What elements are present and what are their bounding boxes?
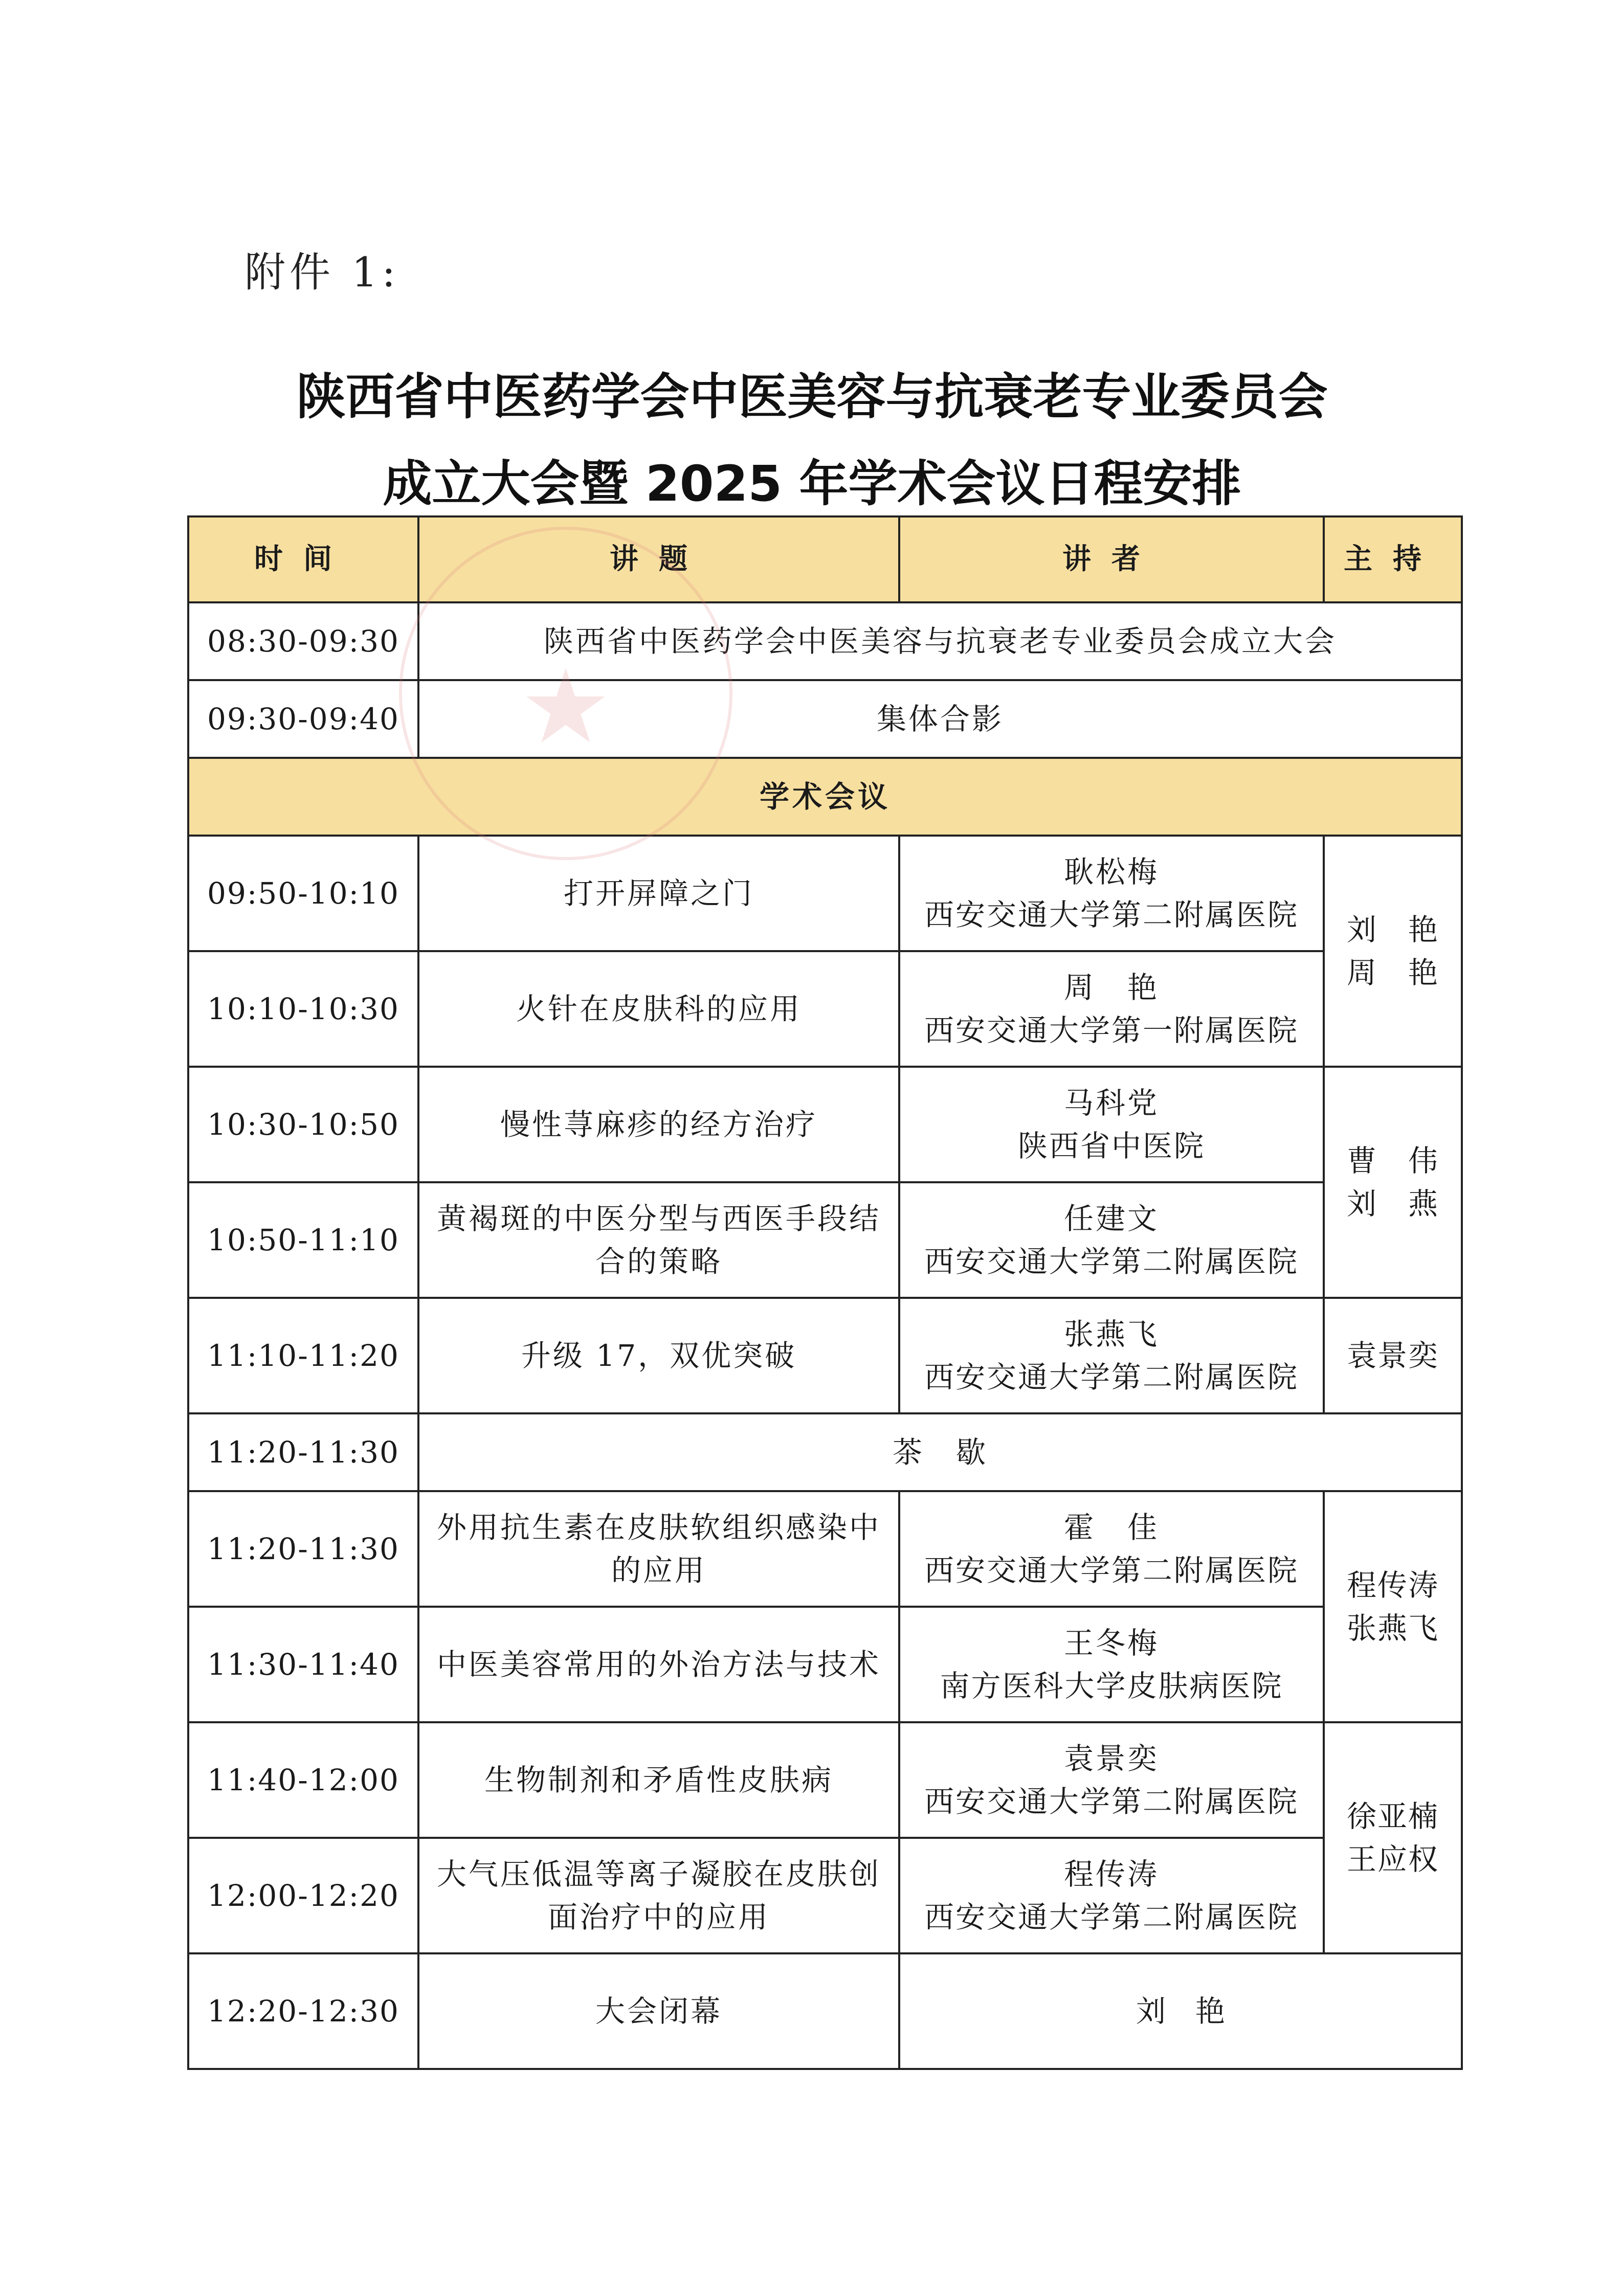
topic-cell: 打开屏障之门: [418, 836, 899, 951]
table-row: [188, 951, 1462, 1067]
speaker-cell: [899, 1491, 1324, 1607]
speaker-organization: 陕西省中医院: [1017, 1129, 1205, 1163]
host-name: 徐亚楠: [1346, 1799, 1439, 1834]
host-cell: [1324, 1491, 1462, 1722]
speaker-cell: [899, 836, 1324, 951]
topic-cell: 火针在皮肤科的应用: [418, 951, 899, 1067]
table-row: [188, 1491, 1462, 1607]
host-name: 张燕飞: [1346, 1611, 1439, 1646]
speaker-organization: 西安交通大学第二附属医院: [924, 1244, 1299, 1279]
host-cell: [1324, 1298, 1462, 1413]
time-cell: 11:20-11:30: [188, 1413, 418, 1491]
group-photo-cell: 集体合影: [418, 680, 1462, 758]
time-cell: 12:00-12:20: [188, 1838, 418, 1953]
speaker-organization: 西安交通大学第二附属医院: [924, 1784, 1299, 1819]
table-row: [188, 836, 1462, 951]
speaker-name: 袁景奕: [1063, 1741, 1159, 1776]
speaker-organization: 西安交通大学第一附属医院: [924, 1013, 1299, 1048]
document-title-line1: 陕西省中医药学会中医美容与抗衰老专业委员会: [296, 368, 1328, 425]
document-title-line2: 成立大会暨 2025 年学术会议日程安排: [383, 455, 1241, 512]
host-cell: [1324, 1722, 1462, 1953]
header-time: 时间: [188, 516, 418, 602]
time-cell: 10:10-10:30: [188, 951, 418, 1067]
speaker-name: 耿松梅: [1063, 854, 1159, 889]
host-name: 曹 伟: [1346, 1143, 1439, 1178]
topic-cell: 生物制剂和矛盾性皮肤病: [418, 1722, 899, 1838]
speaker-organization: 西安交通大学第二附属医院: [924, 1360, 1299, 1394]
time-cell: 09:50-10:10: [188, 836, 418, 951]
table-row: [188, 1838, 1462, 1953]
time-cell: 11:20-11:30: [188, 1491, 418, 1607]
closing-topic-cell: 大会闭幕: [418, 1953, 899, 2069]
section-row: [188, 758, 1462, 836]
speaker-cell: [899, 1838, 1324, 1953]
speaker-cell: [899, 1722, 1324, 1838]
speaker-organization: 西安交通大学第二附属医院: [924, 897, 1299, 932]
seal-star-icon: ★: [520, 647, 612, 767]
topic-cell: 升级 17，双优突破: [418, 1298, 899, 1413]
table-row: [188, 602, 1462, 680]
speaker-name: 张燕飞: [1063, 1317, 1159, 1352]
host-name: 王应权: [1346, 1842, 1439, 1877]
table-row: [188, 1067, 1462, 1182]
speaker-name: 王冬梅: [1063, 1626, 1159, 1660]
opening-ceremony-cell: 陕西省中医药学会中医美容与抗衰老专业委员会成立大会: [418, 602, 1462, 680]
schedule-table: [187, 515, 1463, 2070]
speaker-name: 任建文: [1063, 1201, 1159, 1236]
time-cell: 10:30-10:50: [188, 1067, 418, 1182]
time-cell: 10:50-11:10: [188, 1182, 418, 1298]
header-speaker: 讲者: [899, 516, 1324, 602]
table-row: [188, 1298, 1462, 1413]
topic-cell: 慢性荨麻疹的经方治疗: [418, 1067, 899, 1182]
table-row: [188, 1413, 1462, 1491]
table-row: [188, 1722, 1462, 1838]
table-row: [188, 1607, 1462, 1722]
speaker-organization: 南方医科大学皮肤病医院: [940, 1669, 1283, 1703]
topic-cell: 外用抗生素在皮肤软组织感染中的应用: [418, 1491, 899, 1607]
header-topic: 讲题: [418, 516, 899, 602]
topic-cell: 大气压低温等离子凝胶在皮肤创面治疗中的应用: [418, 1838, 899, 1953]
table-header-row: [188, 516, 1462, 602]
speaker-cell: [899, 951, 1324, 1067]
time-cell: 12:20-12:30: [188, 1953, 418, 2069]
time-cell: 11:10-11:20: [188, 1298, 418, 1413]
time-cell: 09:30-09:40: [188, 680, 418, 758]
speaker-name: 程传涛: [1063, 1857, 1159, 1892]
speaker-cell: [899, 1067, 1324, 1182]
speaker-cell: [899, 1607, 1324, 1722]
table-row: [188, 680, 1462, 758]
speaker-organization: 西安交通大学第二附属医院: [924, 1900, 1299, 1934]
host-cell: [1324, 836, 1462, 1067]
speaker-organization: 西安交通大学第二附属医院: [924, 1553, 1299, 1588]
host-name: 周 艳: [1346, 955, 1439, 990]
tea-break-cell: 茶 歇: [418, 1413, 1462, 1491]
host-cell: [1324, 1067, 1462, 1298]
host-name: 程传涛: [1346, 1568, 1439, 1603]
section-title: 学术会议: [188, 758, 1462, 836]
time-cell: 11:30-11:40: [188, 1607, 418, 1722]
topic-cell: 中医美容常用的外治方法与技术: [418, 1607, 899, 1722]
time-cell: 08:30-09:30: [188, 602, 418, 680]
closing-speaker-cell: 刘 艳: [899, 1953, 1462, 2069]
topic-cell: 黄褐斑的中医分型与西医手段结合的策略: [418, 1182, 899, 1298]
speaker-cell: [899, 1182, 1324, 1298]
speaker-name: 霍 佳: [1063, 1510, 1159, 1545]
host-name: 袁景奕: [1346, 1338, 1439, 1373]
time-cell: 11:40-12:00: [188, 1722, 418, 1838]
speaker-cell: [899, 1298, 1324, 1413]
header-host: 主持: [1324, 516, 1462, 602]
table-row: [188, 1182, 1462, 1298]
attachment-label: 附件 1:: [244, 249, 400, 296]
table-row: [188, 1953, 1462, 2069]
speaker-name: 马科党: [1063, 1086, 1159, 1120]
speaker-name: 周 艳: [1063, 970, 1159, 1005]
host-name: 刘 艳: [1346, 912, 1439, 947]
host-name: 刘 燕: [1346, 1186, 1439, 1221]
